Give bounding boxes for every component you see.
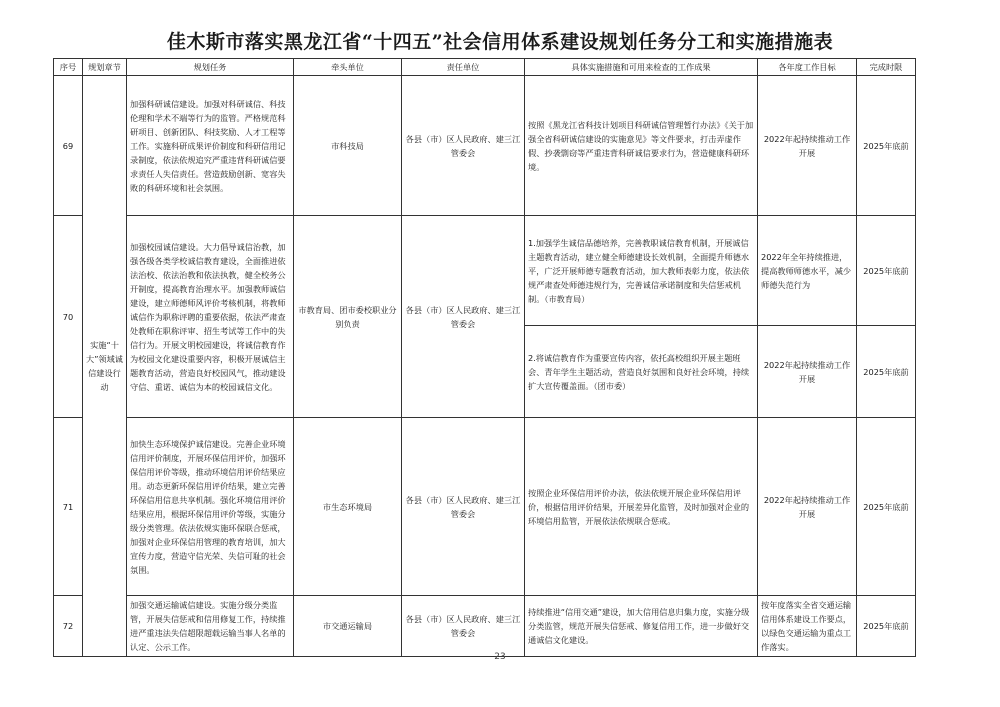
table-row: [54, 418, 916, 596]
goal-cell: 2022年起持续推动工作开展: [758, 326, 857, 418]
lead-cell: 市生态环境局: [294, 418, 402, 596]
task-table: [53, 58, 916, 657]
measures-cell: 持续推进“信用交通”建设，加大信用信息归集力度，实施分级分类监管，规范开展失信惩戒、修复信用工作，进一步做好交通诚信文化建设。: [525, 596, 758, 657]
task-cell: 加强校园诚信建设。大力倡导诚信治教，加强各级各类学校诚信教育建设，全面推进依法治校、依法治教和依法执教，健全校务公开制度，提高教育治理水平。加强教师诚信建设，建立师德师风评价考核机制，将教师诚信作为职称评聘的重要依据，依法严肃查处教师在职称评审、招生考试等工作中的失信行为。开展文明校园建设，将诚信教育作为校园文化建设重要内容，积极开展诚信主题教育活动，营造良好校园风气，推动建设守信、重诺、诚信为本的校园诚信文化。: [127, 216, 294, 418]
header-no: 序号: [54, 59, 83, 76]
header-task: 规划任务: [127, 59, 294, 76]
deadline-cell: 2025年底前: [857, 216, 916, 326]
deadline-cell: 2025年底前: [857, 418, 916, 596]
measures-cell: 1.加强学生诚信品德培养，完善教职诚信教育机制，开展诚信主题教育活动，建立健全师德建设长效机制，全面提升师德水平，广泛开展师德专题教育活动，加大教师表彰力度，依法依规严肃查处师德违规行为，完善诚信承诺制度和失信惩戒机制。（市教育局）: [525, 216, 758, 326]
lead-cell: 市教育局、团市委校职业分别负责: [294, 216, 402, 418]
header-deadline: 完成时限: [857, 59, 916, 76]
page-title: 佳木斯市落实黑龙江省“十四五”社会信用体系建设规划任务分工和实施措施表: [166, 31, 834, 53]
section-cell: 实施“十大”领域诚信建设行动: [83, 76, 127, 657]
row-no: 69: [54, 76, 83, 216]
task-cell: 加快生态环境保护诚信建设。完善企业环境信用评价制度，开展环保信用评价，加强环保信用评价等级，推动环境信用评价结果应用。动态更新环保信用评价结果，建立完善环保信用信息共享机制。强化环境信用评价结果应用，根据环保信用评价等级，实施分级分类管理。依法依规实施环保联合惩戒，加强对企业环保信用管理的教育培训，加大宣传力度，营造守信光荣、失信可耻的社会氛围。: [127, 418, 294, 596]
goal-cell: 2022年全年持续推进，提高教师师德水平，减少师德失范行为: [758, 216, 857, 326]
measures-cell: 2.将诚信教育作为重要宣传内容，依托高校组织开展主题班会、青年学生主题活动，营造良好氛围和良好社会环境，持续扩大宣传覆盖面。（团市委）: [525, 326, 758, 418]
header-resp: 责任单位: [402, 59, 525, 76]
goal-cell: 2022年起持续推动工作开展: [758, 76, 857, 216]
deadline-cell: 2025年底前: [857, 596, 916, 657]
row-no: 72: [54, 596, 83, 657]
goal-cell: 2022年起持续推动工作开展: [758, 418, 857, 596]
row-no: 71: [54, 418, 83, 596]
page-number: 23: [494, 652, 506, 662]
table-row: [54, 216, 916, 326]
deadline-cell: 2025年底前: [857, 326, 916, 418]
lead-cell: 市科技局: [294, 76, 402, 216]
task-cell: 加强科研诚信建设。加强对科研诚信、科技伦理和学术不端等行为的监管。严格规范科研项目、创新团队、科技奖励、人才工程等工作。实施科研成果评价制度和科研信用记录制度，依法依规追究严重违背科研诚信要求责任人失信责任。营造鼓励创新、宽容失败的科研环境和社会氛围。: [127, 76, 294, 216]
table-header-row: [54, 59, 916, 76]
resp-cell: 各县（市）区人民政府、建三江管委会: [402, 216, 525, 418]
header-measures: 具体实施措施和可用来检查的工作成果: [525, 59, 758, 76]
table-row: [54, 76, 916, 216]
deadline-cell: 2025年底前: [857, 76, 916, 216]
row-no: 70: [54, 216, 83, 418]
header-lead: 牵头单位: [294, 59, 402, 76]
lead-cell: 市交通运输局: [294, 596, 402, 657]
table-row: [54, 596, 916, 657]
resp-cell: 各县（市）区人民政府、建三江管委会: [402, 418, 525, 596]
resp-cell: 各县（市）区人民政府、建三江管委会: [402, 76, 525, 216]
header-goal: 各年度工作目标: [758, 59, 857, 76]
header-chapter: 规划章节: [83, 59, 127, 76]
measures-cell: 按照企业环保信用评价办法，依法依规开展企业环保信用评价，根据信用评价结果，开展差异化监管，及时加强对企业的环境信用监管，开展依法依规联合惩戒。: [525, 418, 758, 596]
measures-cell: 按照《黑龙江省科技计划项目科研诚信管理暂行办法》《关于加强全省科研诚信建设的实施意见》等文件要求，打击弄虚作假、抄袭剽窃等严重违背科研诚信要求行为，营造健康科研环境。: [525, 76, 758, 216]
goal-cell: 按年度落实全省交通运输信用体系建设工作要点，以绿色交通运输为重点工作落实。: [758, 596, 857, 657]
resp-cell: 各县（市）区人民政府、建三江管委会: [402, 596, 525, 657]
task-cell: 加强交通运输诚信建设。实施分级分类监管，开展失信惩戒和信用修复工作，持续推进严重违法失信超限超载运输当事人名单的认定、公示工作。: [127, 596, 294, 657]
